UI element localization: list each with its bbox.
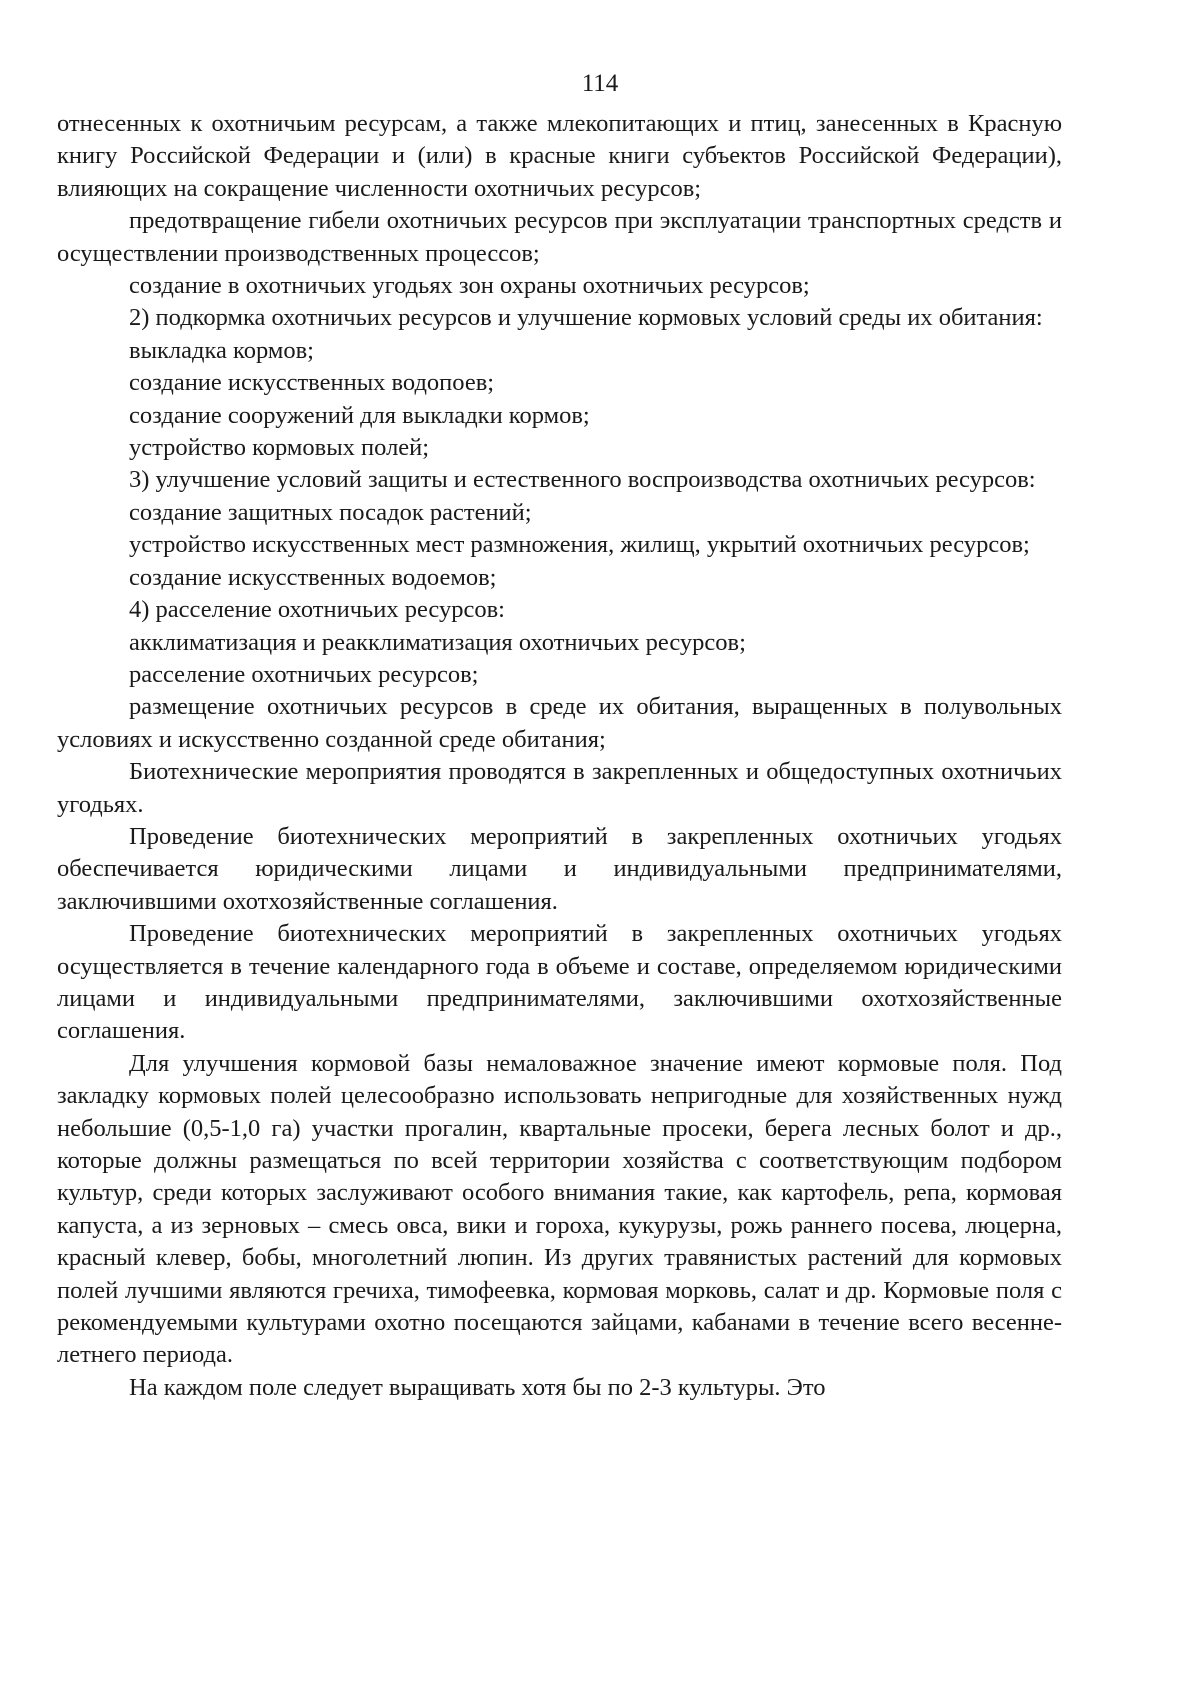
- body-text: [57, 108, 1062, 1404]
- paragraph: отнесенных к охотничьим ресурсам, а также млекопитающих и птиц, занесенных в Красную книгу Российской Федерации и (или) в красные книги субъектов Российской Федерации), влияющих на сокращение численности охотничьих ресурсов;: [57, 110, 1062, 202]
- list-item: выкладка кормов;: [129, 336, 314, 364]
- paragraph: Проведение биотехнических мероприятий в закрепленных охотничьих угодьях обеспечивается юридическими лицами и индивидуальными предпринимателями, заключившими охотхозяйственные соглашения.: [57, 822, 1062, 915]
- list-heading: 3) улучшение условий защиты и естественного воспроизводства охотничьих ресурсов:: [129, 466, 1036, 494]
- list-item: создание защитных посадок растений;: [129, 498, 532, 526]
- list-item: устройство кормовых полей;: [129, 434, 430, 462]
- list-item: создание искусственных водоемов;: [129, 563, 497, 591]
- list-item: создание искусственных водопоев;: [129, 369, 495, 397]
- page-number: 114: [581, 70, 619, 97]
- list-item: размещение охотничьих ресурсов в среде их обитания, выращенных в полувольных условиях и искусственно созданной среде обитания;: [57, 693, 1062, 753]
- list-item: устройство искусственных мест размножения, жилищ, укрытий охотничьих ресурсов;: [129, 531, 1030, 559]
- paragraph: На каждом поле следует выращивать хотя бы по 2-3 культуры. Это: [129, 1373, 826, 1401]
- list-heading: 4) расселение охотничьих ресурсов:: [129, 596, 505, 624]
- paragraph: создание в охотничьих угодьях зон охраны охотничьих ресурсов;: [129, 272, 810, 300]
- paragraph: Для улучшения кормовой базы немаловажное значение имеют кормовые поля. Под закладку кормовых полей целесообразно использовать непригодные для хозяйственных нужд небольшие (0,5-1,0 га) участки прогалин, квартальные просеки, берега лесных болот и др., которые должны размещаться по всей территории хозяйства с соответствующим подбором культур, среди которых заслуживают особого внимания такие, как картофель, репа, кормовая капуста, а из зерновых – смесь овса, вики и гороха, кукурузы, рожь раннего посева, люцерна, красный клевер, бобы, многолетний люпин. Из других травянистых растений для кормовых полей лучшими являются гречиха, тимофеевка, кормовая морковь, салат и др. Кормовые поля с рекомендуемыми культурами охотно посещаются зайцами, кабанами в течение всего весенне-летнего периода.: [57, 1049, 1062, 1369]
- paragraph: Биотехнические мероприятия проводятся в закрепленных и общедоступных охотничьих угодьях.: [57, 758, 1062, 818]
- list-item: создание сооружений для выкладки кормов;: [129, 401, 590, 429]
- paragraph: предотвращение гибели охотничьих ресурсов при эксплуатации транспортных средств и осуществлении производственных процессов;: [57, 207, 1062, 267]
- list-item: расселение охотничьих ресурсов;: [129, 660, 479, 688]
- list-item: акклиматизация и реакклиматизация охотничьих ресурсов;: [129, 628, 746, 656]
- list-heading: 2) подкормка охотничьих ресурсов и улучшение кормовых условий среды их обитания:: [129, 304, 1043, 332]
- paragraph: Проведение биотехнических мероприятий в закрепленных охотничьих угодьях осуществляется в течение календарного года в объеме и составе, определяемом юридическими лицами и индивидуальными предпринимателями, заключившими охотхозяйственные соглашения.: [57, 920, 1062, 1045]
